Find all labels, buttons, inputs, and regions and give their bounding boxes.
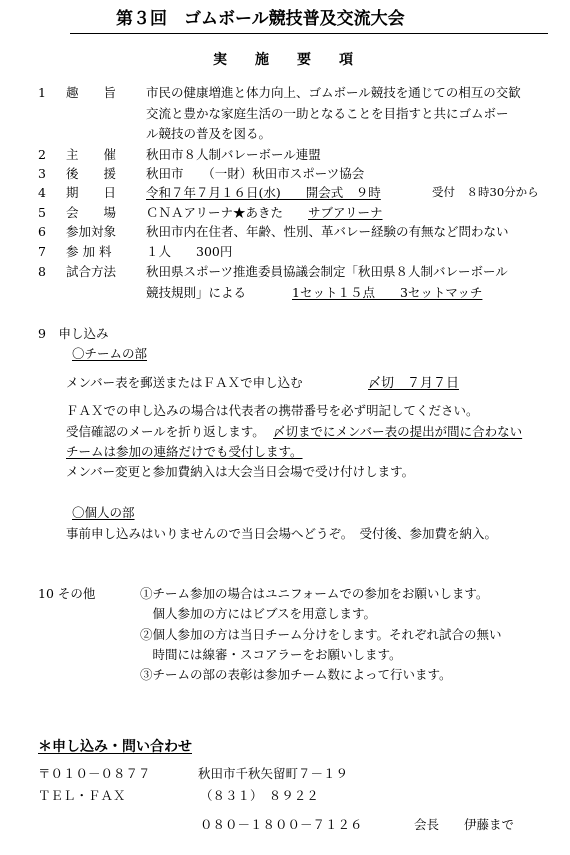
team-section-label: 〇チームの部 <box>72 346 148 361</box>
team-line-1: メンバー表を郵送またはＦＡＸで申し込む <box>66 375 303 390</box>
item-5-number: 5 <box>38 205 46 220</box>
item-3-number: 3 <box>38 166 46 181</box>
contact-telfax-label: ＴＥＬ・ＦＡＸ <box>38 788 126 803</box>
contact-person: 会長 伊藤まで <box>414 817 515 832</box>
item-7-number: 7 <box>38 244 46 259</box>
item-7-value: １人 300円 <box>146 244 233 259</box>
item-1-label: 趣 旨 <box>66 85 117 100</box>
item-5-venue: ＣＮＡアリーナ★あきた <box>146 205 284 220</box>
item-3-value: 秋田市 （一財）秋田市スポーツ協会 <box>146 166 365 181</box>
item-4-reception: 受付 ８時30分から <box>432 185 539 199</box>
item-2-number: 2 <box>38 147 46 162</box>
contact-postal-code: 〒０１０－０８７７ <box>38 766 151 781</box>
contact-telfax-number: （８３１） ８９２２ <box>200 788 319 803</box>
item-1-number: 1 <box>38 85 46 100</box>
item-6-label: 参加対象 <box>66 224 117 239</box>
item-1-line-2: 交流と豊かな家庭生活の一助となることを目指すと共にゴムボー <box>146 106 509 121</box>
item-2-label: 主 催 <box>66 147 117 162</box>
team-deadline: 〆切 ７月７日 <box>368 376 460 391</box>
page-title: 第３回 ゴムボール競技普及交流大会 <box>116 9 405 29</box>
item-8-label: 試合方法 <box>66 264 117 279</box>
other-line-5: ③チームの部の表彰は参加チーム数によって行います。 <box>140 667 452 682</box>
contact-address: 秋田市千秋矢留町７－１９ <box>198 766 349 781</box>
other-line-1: ①チーム参加の場合はユニフォームでの参加をお願いします。 <box>140 586 489 601</box>
item-6-value: 秋田市内在住者、年齢、性別、革バレー経験の有無など問わない <box>146 224 509 239</box>
other-heading: 10 その他 <box>38 586 96 601</box>
item-4-number: 4 <box>38 185 46 200</box>
item-1-line-1: 市民の健康増進と体力向上、ゴムボール競技を通じての相互の交歓 <box>146 85 521 100</box>
team-line-4: チームは参加の連絡だけでも受付します。 <box>66 444 303 459</box>
team-line-3b: 〆切までにメンバー表の提出が間に合わない <box>273 424 523 439</box>
other-line-4: 時間には線審・スコアラーをお願いします。 <box>140 647 402 662</box>
item-4-date: 令和７年７月１６日(水) 開会式 ９時 <box>146 185 381 200</box>
application-heading: 9 申し込み <box>38 326 109 341</box>
item-7-label: 参 加 料 <box>66 244 112 259</box>
contact-mobile-number: ０８０－１８００－７１２６ <box>200 817 363 832</box>
item-5-label: 会 場 <box>66 205 117 220</box>
team-line-3a: 受信確認のメールを折り返します。 <box>66 424 265 439</box>
other-line-3: ②個人参加の方は当日チーム分けをします。それぞれ試合の無い <box>140 627 502 642</box>
item-4-label: 期 日 <box>66 185 117 200</box>
item-2-value: 秋田市８人制バレーボール連盟 <box>146 147 321 162</box>
individual-line-1: 事前申し込みはいりませんので当日会場へどうぞ。 受付後、参加費を納入。 <box>66 526 498 541</box>
other-line-2: 個人参加の方にはビブスを用意します。 <box>140 606 377 621</box>
item-1-line-3: ル競技の普及を図る。 <box>146 126 272 141</box>
contact-heading: ＊申し込み・問い合わせ <box>38 739 192 755</box>
individual-section-label: 〇個人の部 <box>72 505 135 520</box>
item-5-sub-venue: サブアリーナ <box>308 205 383 220</box>
item-3-label: 後 援 <box>66 166 117 181</box>
item-6-number: 6 <box>38 224 46 239</box>
team-line-2: ＦＡＸでの申し込みの場合は代表者の携帯番号を必ず明記してください。 <box>66 403 479 418</box>
team-line-5: メンバー変更と参加費納入は大会当日会場で受け付けします。 <box>66 464 415 479</box>
item-8-number: 8 <box>38 264 46 279</box>
title-rule <box>70 33 548 34</box>
item-8-line-2: 競技規則」による <box>146 285 247 300</box>
item-8-line-1: 秋田県スポーツ推進委員協議会制定「秋田県８人制バレーボール <box>146 264 508 279</box>
item-8-match-format: 1セット１５点 3セットマッチ <box>292 285 483 300</box>
page-subtitle: 実 施 要 項 <box>213 52 353 68</box>
